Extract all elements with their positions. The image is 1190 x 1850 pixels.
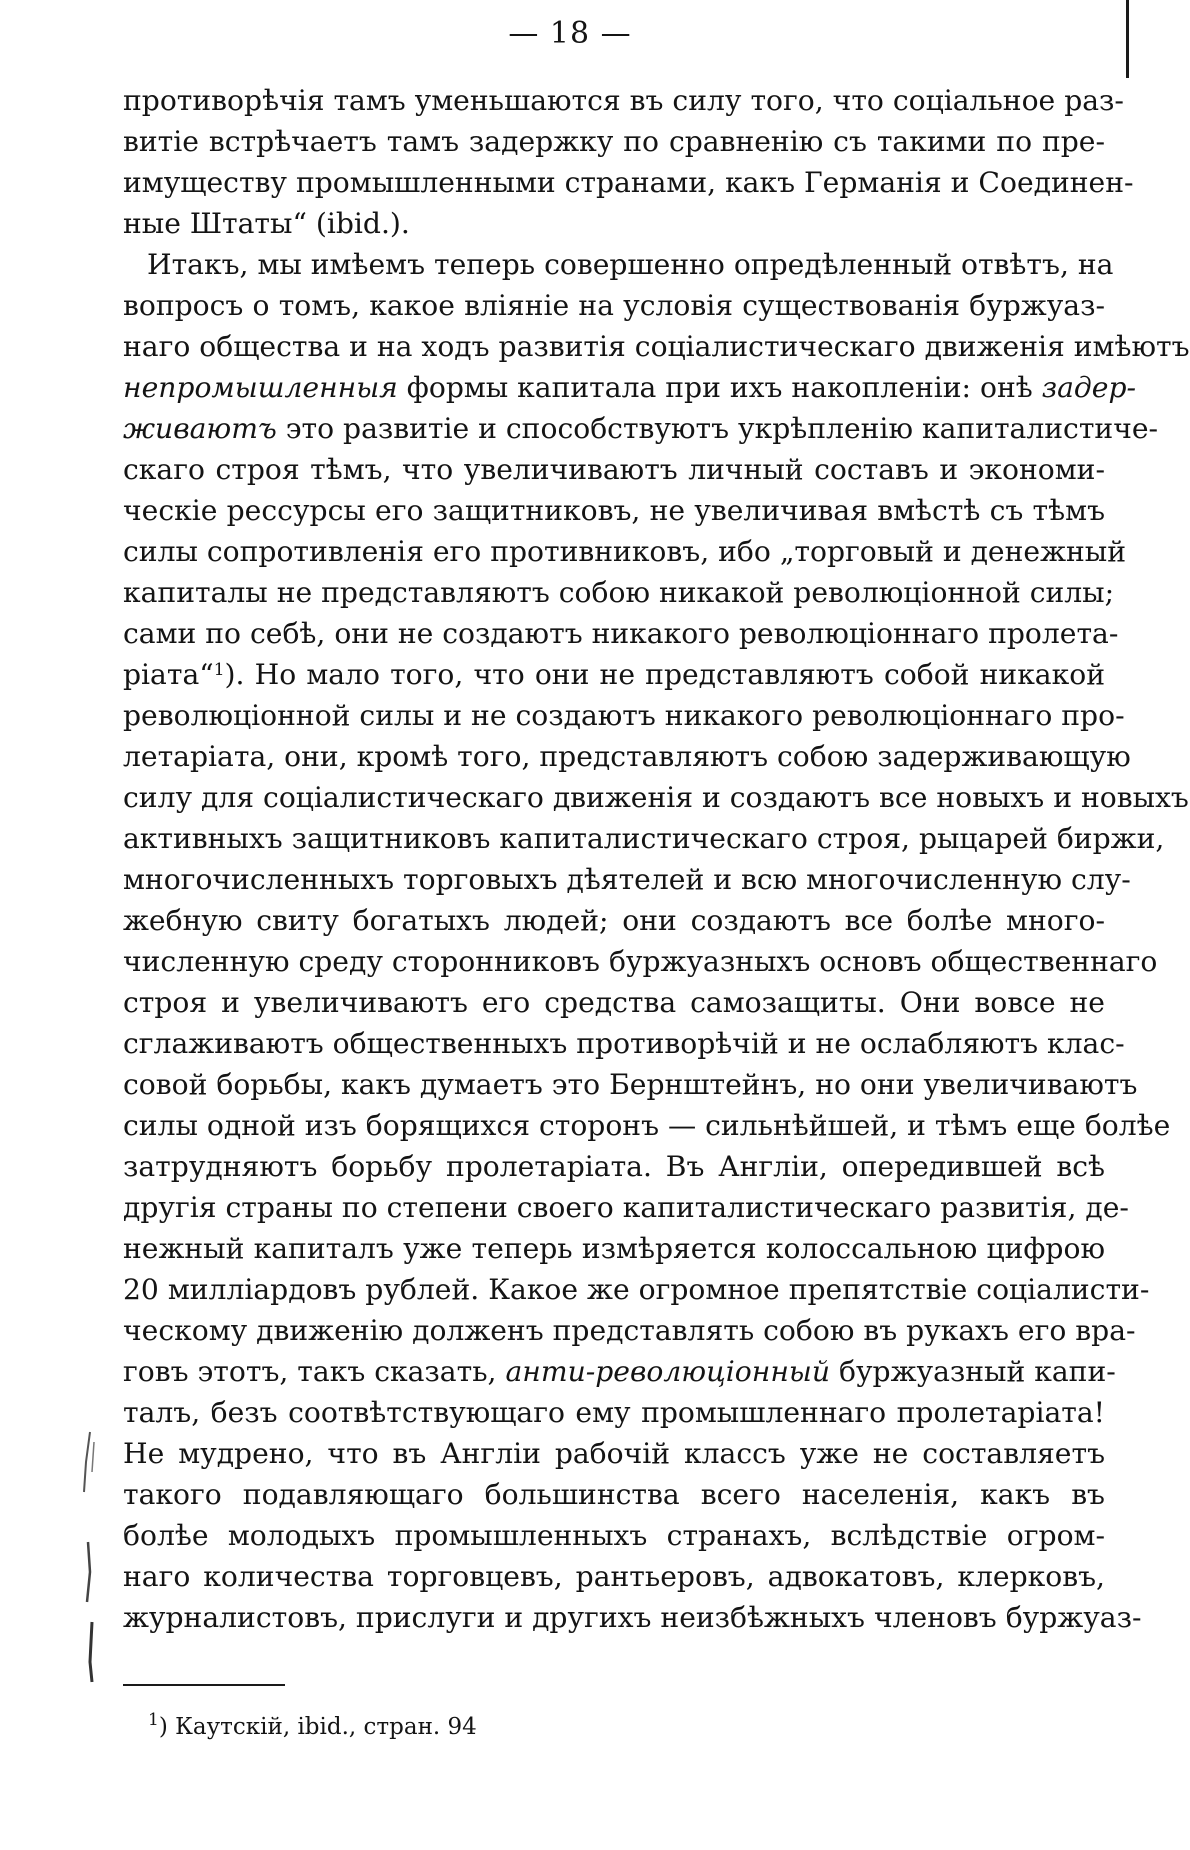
text-line: жебную свиту богатыхъ людей; они создаютъ все болѣе много- bbox=[123, 904, 1105, 937]
text-line: такого подавляющаго большинства всего населенія, какъ въ bbox=[123, 1478, 1105, 1511]
text-line: имуществу промышленными странами, какъ Германія и Соединен- bbox=[123, 166, 1134, 199]
text-line: талъ, безъ соотвѣтствующаго ему промышленнаго пролетаріата! bbox=[123, 1396, 1105, 1429]
text-line: силу для соціалистическаго движенія и создаютъ все новыхъ и новыхъ bbox=[123, 781, 1189, 814]
text-line: строя и увеличиваютъ его средства самозащиты. Они вовсе не bbox=[123, 986, 1105, 1019]
line-segment: говъ этотъ, такъ сказать, bbox=[123, 1355, 506, 1388]
text-line bbox=[123, 1351, 1116, 1392]
text-line: наго общества и на ходъ развитія соціалистическаго движенія имѣютъ bbox=[123, 330, 1190, 363]
footnote-separator bbox=[123, 1684, 285, 1686]
line-segment: ріата“ bbox=[123, 658, 214, 691]
text-line bbox=[123, 654, 1105, 695]
text-line: затрудняютъ борьбу пролетаріата. Въ Англіи, опередившей всѣ bbox=[123, 1150, 1105, 1183]
text-line: противорѣчія тамъ уменьшаются въ силу того, что соціальное раз- bbox=[123, 84, 1124, 117]
text-line: сглаживаютъ общественныхъ противорѣчій и не ослабляютъ клас- bbox=[123, 1027, 1125, 1060]
margin-pencil-marks bbox=[70, 1432, 110, 1692]
page-number: — 18 — bbox=[508, 16, 632, 51]
text-line: ческіе рессурсы его защитниковъ, не увеличивая вмѣстѣ съ тѣмъ bbox=[123, 494, 1105, 527]
text-line: скаго строя тѣмъ, что увеличиваютъ личный составъ и экономи- bbox=[123, 453, 1105, 486]
text-line: совой борьбы, какъ думаетъ это Бернштейнъ, но они увеличиваютъ bbox=[123, 1068, 1138, 1101]
text-line: наго количества торговцевъ, рантьеровъ, адвокатовъ, клерковъ, bbox=[123, 1560, 1105, 1593]
text-line: силы одной изъ борящихся сторонъ — сильнѣйшей, и тѣмъ еще болѣе bbox=[123, 1109, 1171, 1142]
text-line: 20 милліардовъ рублей. Какое же огромное препятствіе соціалисти- bbox=[123, 1273, 1150, 1306]
italic-term: анти-революціонный bbox=[505, 1355, 831, 1388]
text-line: нежный капиталъ уже теперь измѣряется колоссальною цифрою bbox=[123, 1232, 1105, 1265]
text-line bbox=[123, 367, 1137, 408]
italic-term: непромышленныя bbox=[123, 371, 398, 404]
text-line: журналистовъ, прислуги и другихъ неизбѣжныхъ членовъ буржуаз- bbox=[123, 1601, 1142, 1634]
text-line: витіе встрѣчаетъ тамъ задержку по сравненію съ такими по пре- bbox=[123, 125, 1105, 158]
footnote-reference: 1 bbox=[213, 660, 225, 680]
text-line: капиталы не представляютъ собою никакой революціонной силы; bbox=[123, 576, 1115, 609]
text-line: Не мудрено, что въ Англіи рабочій классъ уже не составляетъ bbox=[123, 1437, 1105, 1470]
text-line: вопросъ о томъ, какое вліяніе на условія существованія буржуаз- bbox=[123, 289, 1105, 322]
text-line: ческому движенію долженъ представлять собою въ рукахъ его вра- bbox=[123, 1314, 1136, 1347]
footnote-text: ) Каутскій, ibid., стран. 94 bbox=[158, 1714, 477, 1740]
text-line: ные Штаты“ (ibid.). bbox=[123, 207, 410, 240]
line-segment: это развитіе и способствуютъ укрѣпленію капиталистиче- bbox=[276, 412, 1159, 445]
text-line: революціонной силы и не создаютъ никакого революціоннаго про- bbox=[123, 699, 1125, 732]
italic-term: задер- bbox=[1041, 371, 1137, 404]
text-line: многочисленныхъ торговыхъ дѣятелей и всю многочисленную слу- bbox=[123, 863, 1131, 896]
text-line: сами по себѣ, они не создаютъ никакого революціоннаго пролета- bbox=[123, 617, 1119, 650]
text-line: летаріата, они, кромѣ того, представляютъ собою задерживающую bbox=[123, 740, 1131, 773]
text-line: активныхъ защитниковъ капиталистическаго строя, рыцарей биржи, bbox=[123, 822, 1165, 855]
text-line: другія страны по степени своего капиталистическаго развитія, де- bbox=[123, 1191, 1129, 1224]
text-line: болѣе молодыхъ промышленныхъ странахъ, вслѣдствіе огром- bbox=[123, 1519, 1105, 1552]
line-segment: буржуазный капи- bbox=[830, 1355, 1116, 1388]
text-line bbox=[123, 408, 1159, 449]
italic-term: живаютъ bbox=[123, 412, 277, 445]
footnote-marker: 1 bbox=[148, 1710, 159, 1730]
text-line: численную среду сторонниковъ буржуазныхъ основъ общественнаго bbox=[123, 945, 1158, 978]
line-segment: ). Но мало того, что они не представляютъ собой никакой bbox=[224, 658, 1105, 691]
body-text bbox=[123, 80, 1190, 1638]
text-line: силы сопротивленія его противниковъ, ибо „торговый и денежный bbox=[123, 535, 1127, 568]
footnote bbox=[148, 1711, 477, 1743]
text-line: Итакъ, мы имѣемъ теперь совершенно опредѣленный отвѣтъ, на bbox=[147, 248, 1114, 281]
line-segment: формы капитала при ихъ накопленіи: онѣ bbox=[397, 371, 1042, 404]
